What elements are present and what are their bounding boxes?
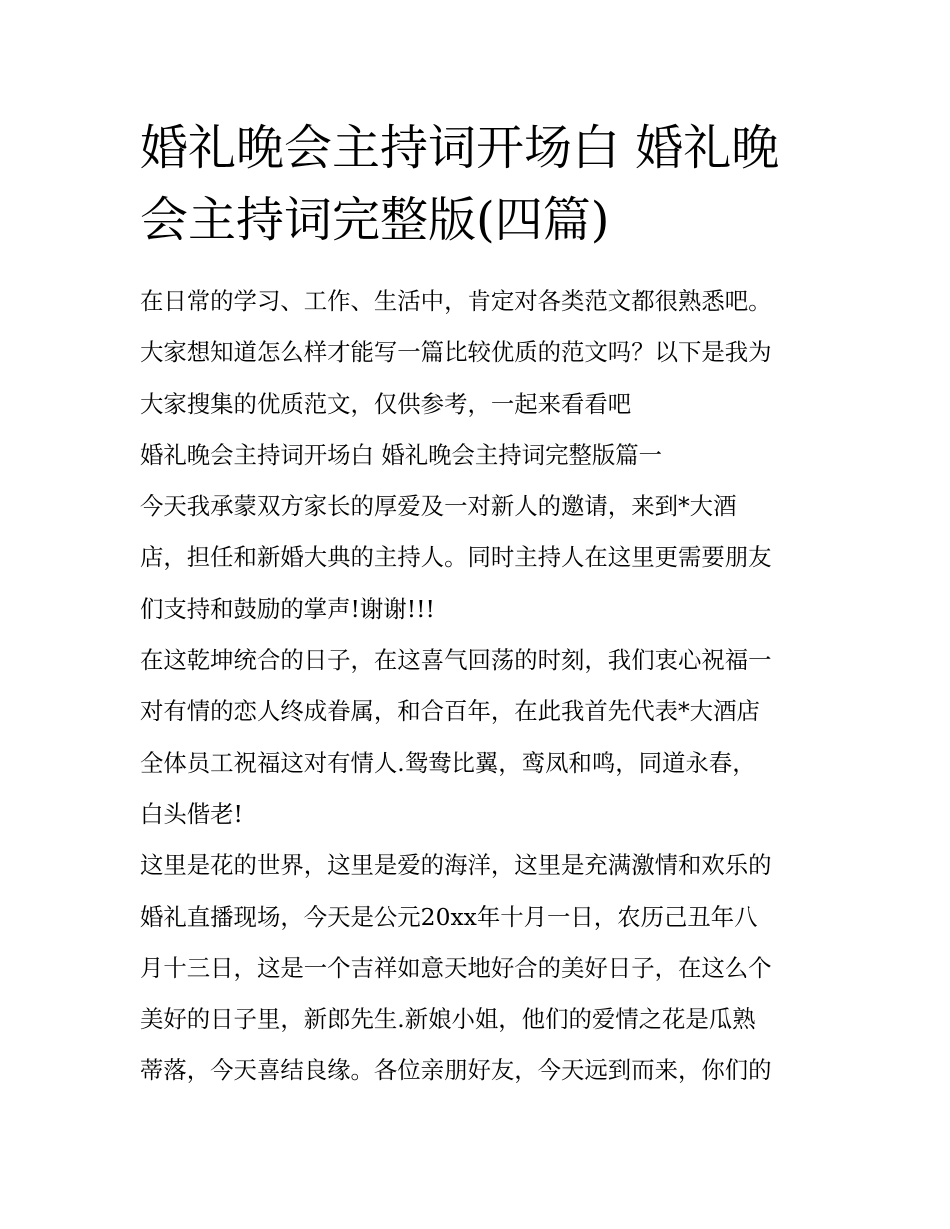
- title-line-1: 婚礼晚会主持词开场白 婚礼晚: [140, 120, 780, 176]
- body-line: 们支持和鼓励的掌声!谢谢!!!: [140, 594, 435, 623]
- body-line: 大家想知道怎么样才能写一篇比较优质的范文吗？以下是我为: [140, 338, 772, 367]
- section-heading: 婚礼晚会主持词开场白 婚礼晚会主持词完整版篇一: [140, 440, 663, 469]
- body-line: 白头偕老!: [140, 799, 243, 828]
- body-line: 月十三日，这是一个吉祥如意天地好合的美好日子，在这么个: [140, 953, 772, 982]
- body-line: 全体员工祝福这对有情人.鸳鸯比翼，鸾凤和鸣，同道永春，: [140, 748, 756, 777]
- body-line: 这里是花的世界，这里是爱的海洋，这里是充满激情和欢乐的: [140, 851, 772, 880]
- body-line: 在日常的学习、工作、生活中，肯定对各类范文都很熟悉吧。: [140, 287, 772, 315]
- body-line: 店，担任和新婚大典的主持人。同时主持人在这里更需要朋友: [140, 543, 772, 572]
- document-body: [140, 276, 820, 1097]
- title-line-2: 会主持词完整版(四篇): [140, 192, 610, 248]
- body-line: 婚礼直播现场，今天是公元20xx年十月一日，农历己丑年八: [140, 902, 758, 931]
- body-line: 今天我承蒙双方家长的厚爱及一对新人的邀请，来到*大酒: [140, 492, 737, 521]
- body-line: 蒂落，今天喜结良缘。各位亲朋好友，今天远到而来，你们的: [140, 1056, 772, 1085]
- body-line: 美好的日子里，新郎先生.新娘小姐，他们的爱情之花是瓜熟: [140, 1005, 756, 1034]
- document-title: [140, 112, 820, 256]
- body-line: 在这乾坤统合的日子，在这喜气回荡的时刻，我们衷心祝福一: [140, 646, 772, 675]
- body-line: 大家搜集的优质范文，仅供参考，一起来看看吧: [140, 389, 632, 418]
- body-line: 对有情的恋人终成眷属，和合百年，在此我首先代表*大酒店: [140, 697, 760, 726]
